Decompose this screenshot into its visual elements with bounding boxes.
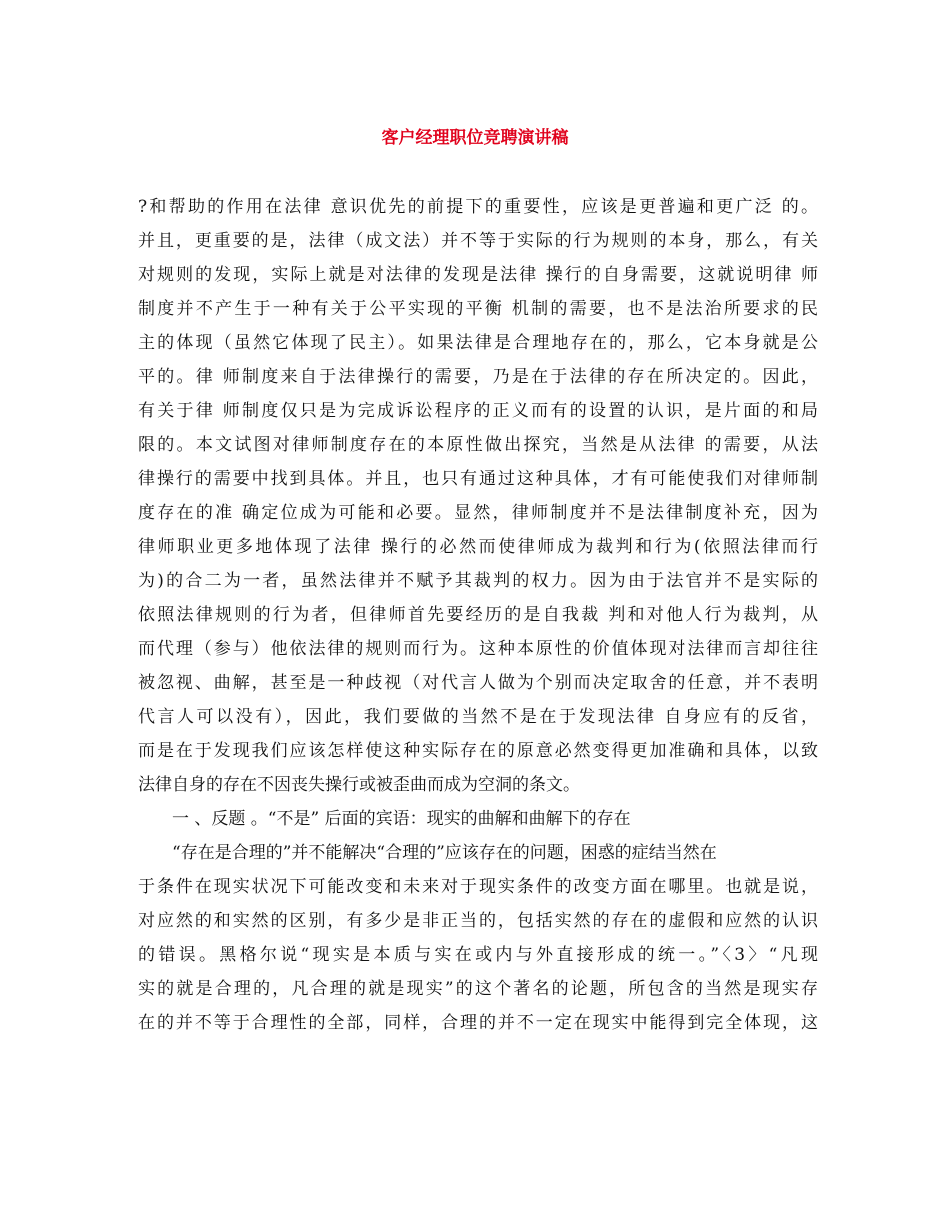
text-line: 律师职业更多地体现了法律 操行的必然而使律师成为裁判和行为(依照法律而行	[138, 537, 818, 557]
text-line: 在的并不等于合理性的全部，同样，合理的并不一定在现实中能得到完全体现，这	[138, 1013, 818, 1033]
text-line: 对规则的发现，实际上就是对法律的发现是法律 操行的自身需要，这就说明律 师	[138, 265, 818, 285]
text-line: “存在是合理的”并不能解决“合理的”应该存在的问题，困惑的症结当然在	[172, 843, 717, 863]
text-line: 制度并不产生于一种有关于公平实现的平衡 机制的需要，也不是法治所要求的民	[138, 299, 818, 319]
text-line: 被忽视、曲解，甚至是一种歧视（对代言人做为个别而决定取舍的任意，并不表明	[138, 673, 818, 693]
document-body	[138, 190, 818, 1040]
text-line: 而是在于发现我们应该怎样使这种实际存在的原意必然变得更加准确和具体，以致	[138, 741, 818, 761]
section-heading: 一 、反题 。“不是” 后面的宾语：现实的曲解和曲解下的存在	[172, 809, 631, 829]
text-line: 对应然的和实然的区别，有多少是非正当的，包括实然的存在的虚假和应然的认识	[138, 911, 818, 931]
text-line: 为)的合二为一者，虽然法律并不赋予其裁判的权力。因为由于法官并不是实际的	[138, 571, 818, 591]
text-line: ?和帮助的作用在法律 意识优先的前提下的重要性，应该是更普遍和更广泛 的。	[138, 197, 818, 217]
text-line: 依照法律规则的行为者，但律师首先要经历的是自我裁 判和对他人行为裁判，从	[138, 605, 818, 625]
text-line: 实的就是合理的，凡合理的就是现实”的这个著名的论题，所包含的当然是现实存	[138, 979, 818, 999]
text-line: 的错误。黑格尔说“现实是本质与实在或内与外直接形成的统一。”〈3〉“凡现	[138, 945, 818, 965]
text-line: 代言人可以没有），因此，我们要做的当然不是在于发现法律 自身应有的反省，	[138, 707, 818, 727]
text-line: 律操行的需要中找到具体。并且，也只有通过这种具体，才有可能使我们对律师制	[138, 469, 818, 489]
text-line: 于条件在现实状况下可能改变和未来对于现实条件的改变方面在哪里。也就是说，	[138, 877, 818, 897]
text-line: 限的。本文试图对律师制度存在的本原性做出探究，当然是从法律 的需要，从法	[138, 435, 818, 455]
text-line: 法律自身的存在不因丧失操行或被歪曲而成为空洞的条文。	[138, 775, 580, 795]
document-title: 客户经理职位竞聘演讲稿	[381, 128, 569, 148]
text-line: 平的。律 师制度来自于法律操行的需要，乃是在于法律的存在所决定的。因此，	[138, 367, 818, 387]
text-line: 而代理（参与）他依法律的规则而行为。这种本原性的价值体现对法律而言却往往	[138, 639, 818, 659]
text-line: 并且，更重要的是，法律（成文法）并不等于实际的行为规则的本身，那么，有关	[138, 231, 818, 251]
text-line: 度存在的准 确定位成为可能和必要。显然，律师制度并不是法律制度补充，因为	[138, 503, 818, 523]
text-line: 主的体现（虽然它体现了民主）。如果法律是合理地存在的，那么，它本身就是公	[138, 333, 818, 353]
text-line: 有关于律 师制度仅只是为完成诉讼程序的正义而有的设置的认识，是片面的和局	[138, 401, 818, 421]
